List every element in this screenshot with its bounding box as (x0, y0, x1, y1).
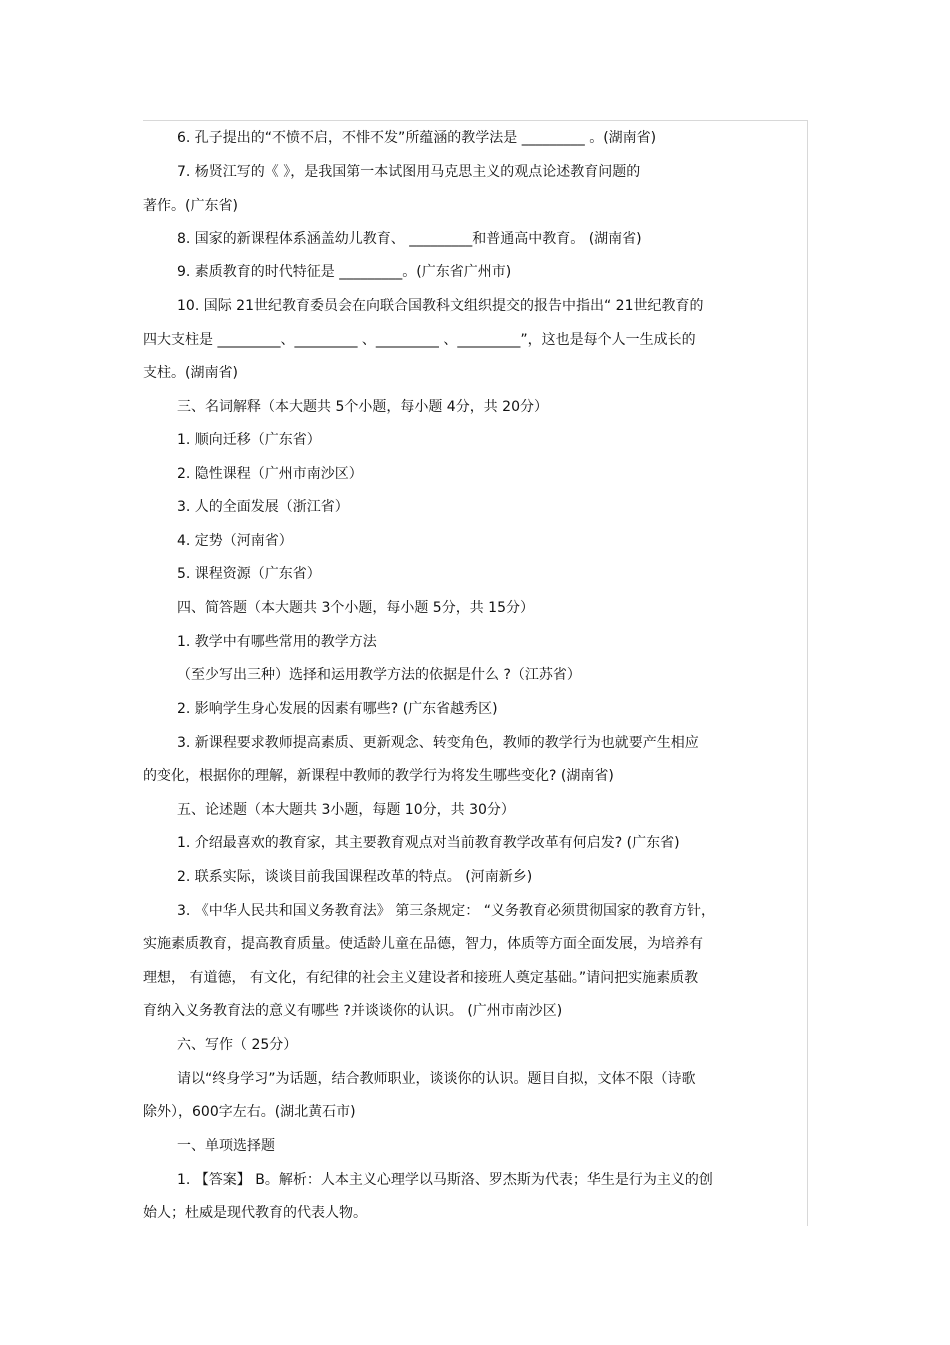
section-heading-short-answer: 四、简答题（本大题共 3个小题，每小题 5分，共 15分） (177, 600, 534, 616)
essay-3: 3. 《中华人民共和国义务教育法》 第三条规定： “义务教育必须贯彻国家的教育方针， (177, 903, 715, 919)
term-item-1: 1. 顺向迁移（广东省） (177, 432, 321, 448)
term-item-3: 3. 人的全面发展（浙江省） (177, 499, 349, 515)
term-item-4: 4. 定势（河南省） (177, 533, 293, 549)
section-heading-writing: 六、写作（ 25分） (177, 1037, 298, 1053)
fill-blank-q9: 9. 素质教育的时代特征是 _________。(广东省广州市) (177, 264, 512, 280)
fill-blank-q6: 6. 孔子提出的“不愤不启，不悱不发”所蕴涵的教学法是 _________ 。(湖南省) (177, 130, 657, 146)
short-answer-3-cont: 的变化，根据你的理解，新课程中教师的教学行为将发生哪些变化? (湖南省) (143, 768, 614, 784)
answer-1: 1. 【答案】 B。解析：人本主义心理学以马斯洛、罗杰斯为代表；华生是行为主义的创 (177, 1172, 713, 1188)
section-heading-essay: 五、论述题（本大题共 3小题，每题 10分，共 30分） (177, 802, 515, 818)
essay-1: 1. 介绍最喜欢的教育家，其主要教育观点对当前教育教学改革有何启发? (广东省) (177, 835, 680, 851)
term-item-5: 5. 课程资源（广东省） (177, 566, 321, 582)
fill-blank-q8: 8. 国家的新课程体系涵盖幼儿教育、 _________和普通高中教育。 (湖南省) (177, 231, 642, 247)
section-heading-terms: 三、名词解释（本大题共 5个小题，每小题 4分，共 20分） (177, 399, 548, 415)
writing-prompt-cont: 除外），600字左右。(湖北黄石市) (143, 1104, 356, 1120)
short-answer-3: 3. 新课程要求教师提高素质、更新观念、转变角色，教师的教学行为也就要产生相应 (177, 735, 699, 751)
fill-blank-q7: 7. 杨贤江写的《 》，是我国第一本试图用马克思主义的观点论述教育问题的 (177, 164, 641, 180)
fill-blank-q10: 10. 国际 21世纪教育委员会在向联合国教科文组织提交的报告中指出“ 21世纪教育的 (177, 298, 704, 314)
short-answer-2: 2. 影响学生身心发展的因素有哪些? (广东省越秀区) (177, 701, 498, 717)
answer-section-heading: 一、单项选择题 (177, 1138, 275, 1154)
term-item-2: 2. 隐性课程（广州市南沙区） (177, 466, 363, 482)
fill-blank-q10-end: 支柱。(湖南省) (143, 365, 238, 381)
essay-3-cont-2: 理想， 有道德， 有文化，有纪律的社会主义建设者和接班人奠定基础。”请问把实施素质教 (143, 970, 699, 986)
essay-2: 2. 联系实际，谈谈目前我国课程改革的特点。 (河南新乡) (177, 869, 533, 885)
essay-3-cont-3: 育纳入义务教育法的意义有哪些 ?并谈谈你的认识。 (广州市南沙区) (143, 1003, 563, 1019)
fill-blank-q10-cont: 四大支柱是 _________、_________ 、_________ 、_________”，这也是每个人一生成长的 (143, 332, 696, 348)
short-answer-1-cont: （至少写出三种）选择和运用教学方法的依据是什么 ?（江苏省） (177, 667, 581, 683)
essay-3-cont-1: 实施素质教育，提高教育质量。使适龄儿童在品德，智力，体质等方面全面发展，为培养有 (143, 936, 703, 952)
short-answer-1: 1. 教学中有哪些常用的教学方法 (177, 634, 377, 650)
fill-blank-q7-cont: 著作。(广东省) (143, 198, 238, 214)
writing-prompt: 请以“终身学习”为话题，结合教师职业，谈谈你的认识。题目自拟，文体不限（诗歌 (177, 1071, 696, 1087)
answer-1-cont: 始人；杜威是现代教育的代表人物。 (143, 1205, 367, 1221)
